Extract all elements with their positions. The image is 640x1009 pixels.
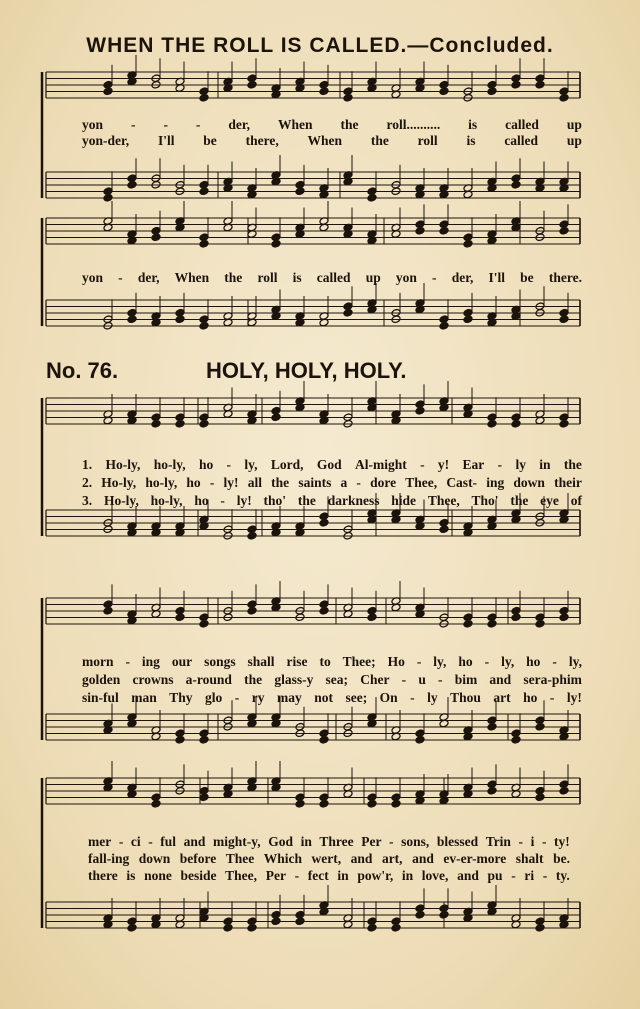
lyric-verse-2: fall-ing down before Thee Which wert, and art, and ev-er-more shalt be. — [88, 851, 570, 866]
note-head — [127, 923, 137, 932]
lyric-verse-1: 1. Ho-ly, ho-ly, ho - ly, Lord, God Al-might - y! Ear - ly in the — [82, 457, 582, 472]
note-head — [535, 923, 545, 932]
note-head — [199, 239, 209, 248]
note-head — [343, 93, 353, 102]
note-head — [367, 613, 377, 622]
note-head — [247, 606, 257, 615]
lyric-verse-3: 3. Ho-ly, ho-ly, ho - ly! tho' the darkness hide Thee, Tho' the eye of — [82, 493, 582, 508]
note-head — [271, 917, 281, 926]
lyric-verse-1: morn - ing our songs shall rise to Thee; Ho - ly, ho - ly, ho - ly, — [82, 654, 582, 669]
lyric-verse-1: mer - ci - ful and might-y, God in Three Per - sons, blessed Trin - i - ty! — [88, 834, 570, 849]
note-head — [271, 239, 281, 248]
note-head — [223, 923, 233, 932]
note-head — [415, 735, 425, 744]
note-head — [439, 321, 449, 330]
note-head — [463, 619, 473, 628]
note-head — [199, 93, 209, 102]
note-head — [175, 613, 185, 622]
note-head — [463, 315, 473, 324]
note-head — [415, 910, 425, 919]
note-head — [199, 735, 209, 744]
note-head — [319, 518, 329, 527]
note-head — [103, 87, 113, 96]
note-head — [151, 233, 161, 242]
note-head — [439, 226, 449, 235]
note-head — [535, 619, 545, 628]
note-head — [247, 531, 257, 540]
note-head — [535, 722, 545, 731]
note-head — [295, 187, 305, 196]
note-head — [511, 180, 521, 189]
note-head — [535, 80, 545, 89]
note-head — [319, 799, 329, 808]
lyric-verse-2: 2. Ho-ly, ho-ly, ho - ly! all the saints a - dore Thee, Cast- ing down their — [82, 475, 582, 490]
lyric-line: yon - der, When the roll is called up yon - der, I'll be there. — [82, 270, 582, 285]
note-head — [511, 613, 521, 622]
note-head — [295, 917, 305, 926]
note-head — [439, 525, 449, 534]
note-head — [199, 187, 209, 196]
note-head — [559, 315, 569, 324]
note-head — [367, 193, 377, 202]
note-head — [511, 419, 521, 428]
lyric-line: yon-der, I'll be there, When the roll is called up — [82, 133, 582, 148]
note-head — [367, 799, 377, 808]
note-head — [559, 786, 569, 795]
note-head — [439, 87, 449, 96]
note-head — [319, 87, 329, 96]
note-head — [343, 308, 353, 317]
note-head — [199, 793, 209, 802]
note-head — [439, 910, 449, 919]
hymn-number: No. 76. — [46, 358, 119, 383]
note-head — [367, 923, 377, 932]
note-head — [175, 315, 185, 324]
note-head — [487, 786, 497, 795]
note-head — [103, 606, 113, 615]
note-head — [391, 799, 401, 808]
note-head — [295, 799, 305, 808]
hymn-title: HOLY, HOLY, HOLY. — [206, 358, 407, 383]
lyric-line: yon - - - der, When the roll.......... is called up — [82, 117, 582, 132]
note-head — [175, 419, 185, 428]
note-head — [559, 613, 569, 622]
note-head — [127, 315, 137, 324]
note-head — [415, 406, 425, 415]
note-head — [463, 239, 473, 248]
lyric-verse-3: sin-ful man Thy glo - ry may not see; On - ly Thou art ho - ly! — [82, 690, 582, 705]
note-head — [199, 619, 209, 628]
note-head — [559, 226, 569, 235]
note-head — [271, 413, 281, 422]
note-head — [487, 722, 497, 731]
page-title: WHEN THE ROLL IS CALLED.—Concluded. — [86, 34, 554, 57]
note-head — [511, 735, 521, 744]
note-head — [559, 93, 569, 102]
note-head — [511, 80, 521, 89]
note-head — [151, 419, 161, 428]
note-head — [127, 180, 137, 189]
note-head — [415, 226, 425, 235]
note-head — [487, 419, 497, 428]
note-head — [175, 735, 185, 744]
note-head — [487, 619, 497, 628]
note-head — [199, 321, 209, 330]
lyric-verse-3: there is none beside Thee, Per - fect in pow'r, in love, and pu - ri - ty. — [88, 868, 570, 883]
note-head — [319, 606, 329, 615]
note-head — [559, 419, 569, 428]
note-head — [319, 735, 329, 744]
note-head — [487, 87, 497, 96]
note-head — [247, 923, 257, 932]
note-head — [391, 923, 401, 932]
note-head — [535, 793, 545, 802]
note-head — [103, 193, 113, 202]
lyric-verse-2: golden crowns a-round the glass-y sea; Cher - u - bim and sera-phim — [82, 672, 582, 687]
note-head — [247, 80, 257, 89]
note-head — [151, 799, 161, 808]
note-head — [199, 419, 209, 428]
